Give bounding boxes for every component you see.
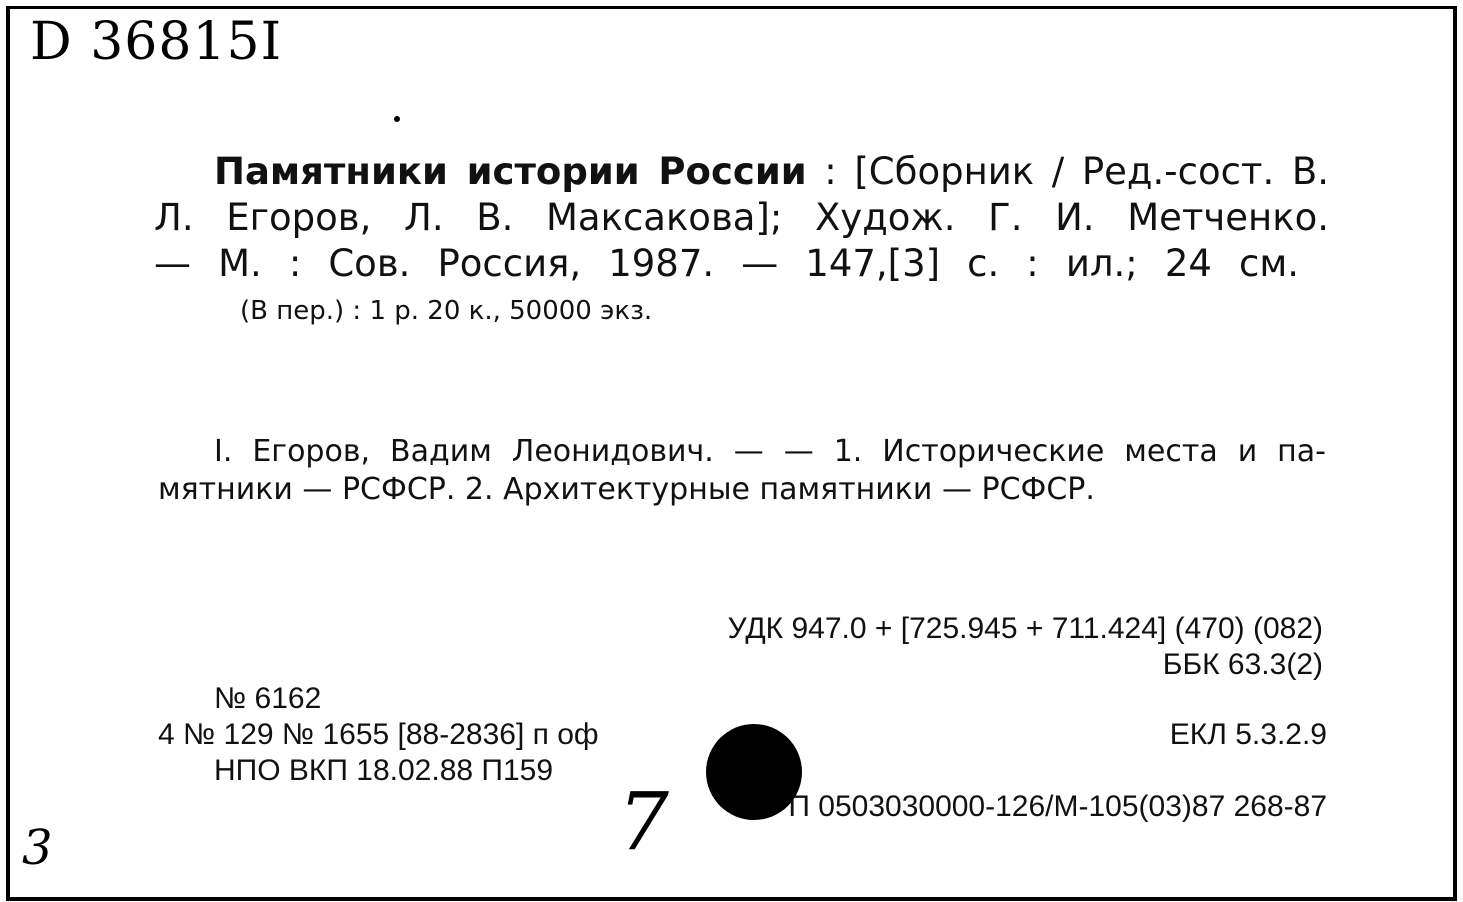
imprint-line-2: НПО ВКП 18.02.88 П159	[214, 754, 554, 787]
ink-dot	[394, 116, 400, 122]
description-line-1	[214, 148, 1329, 196]
bbk-code: ББК 63.3(2)	[1162, 648, 1323, 681]
price-line: (В пер.) : 1 р. 20 к., 50000 экз.	[240, 296, 653, 326]
imprint-number: № 6162	[214, 682, 322, 715]
description-line-1-rest: : [Сборник / Ред.-сост. В.	[806, 150, 1329, 193]
punch-hole	[706, 724, 802, 820]
book-title: Памятники истории России	[214, 150, 807, 193]
catalog-code: П 0503030000-126/М-105(03)87 268-87	[788, 790, 1327, 823]
ekl-code: ЕКЛ 5.3.2.9	[1169, 718, 1327, 751]
description-line-2: Л. Егоров, Л. В. Максакова]; Худож. Г. И. Метченко.	[154, 196, 1329, 239]
accession-number: D 36815I	[30, 12, 283, 72]
tracing-line-2: мятники — РСФСР. 2. Архитектурные памятники — РСФСР.	[158, 472, 1095, 507]
tick-mark: 7	[618, 775, 669, 868]
udk-code: УДК 947.0 + [725.945 + 711.424] (470) (082)	[727, 612, 1323, 645]
description-line-3: — М. : Сов. Россия, 1987. — 147,[3] с. : ил.; 24 см.	[154, 242, 1299, 285]
imprint-line-1: 4 № 129 № 1655 [88-2836] п оф	[158, 718, 599, 751]
page-mark: 3	[22, 820, 53, 876]
tracing-line-1: I. Егоров, Вадим Леонидович. — — 1. Исторические места и па-	[214, 434, 1326, 469]
